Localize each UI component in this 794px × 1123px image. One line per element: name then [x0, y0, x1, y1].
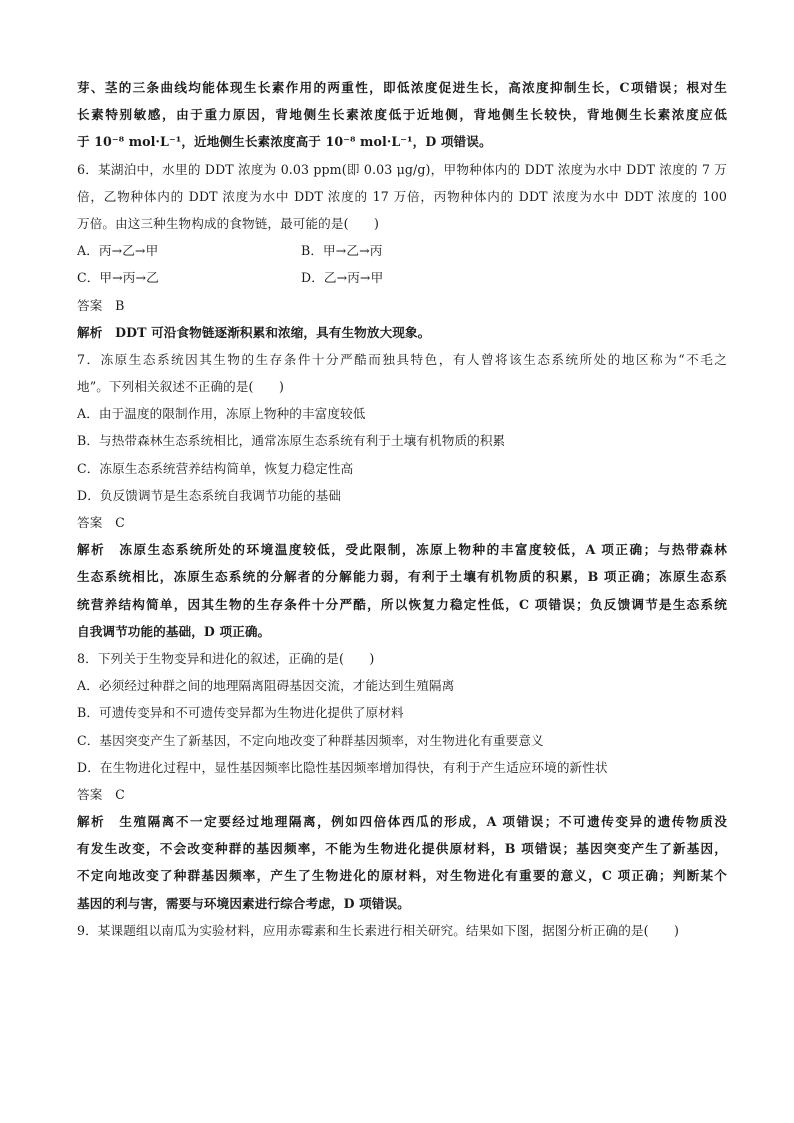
text-line: 基因的利与害，需要与环境因素进行综合考虑，D 项错误。	[77, 895, 410, 911]
answer-option: B．甲→乙→丙	[301, 243, 383, 259]
text-line: 解析 冻原生态系统所处的环境温度较低，受此限制，冻原上物种的丰富度较低，A 项正确；与热带森林	[77, 542, 727, 558]
text-line: 答案 B	[77, 297, 125, 313]
text-line: B．与热带森林生态系统相比，通常冻原生态系统有利于土壤有机物质的积累	[77, 433, 506, 449]
text-line: 解析 生殖隔离不一定要经过地理隔离，例如四倍体西瓜的形成，A 项错误；不可遗传变异的遗传物质没	[77, 814, 727, 830]
text-line: 9．某课题组以南瓜为实验材料，应用赤霉素和生长素进行相关研究。结果如下图，据图分析正确的是( )	[77, 922, 680, 938]
option-row	[77, 264, 727, 291]
text-line: 有发生改变，不会改变种群的基因频率，不能为生物进化提供原材料，B 项错误；基因突变产生了新基因，	[77, 841, 727, 857]
document-page	[77, 74, 727, 944]
text-line: 6．某湖泊中，水里的 DDT 浓度为 0.03 ppm(即 0.03 μg/g)，甲物种体内的 DDT 浓度为水中 DDT 浓度的 7 万	[77, 161, 727, 177]
text-line: 统营养结构简单，因其生物的生存条件十分严酷，所以恢复力稳定性低，C 项错误；负反馈调节是生态系统	[77, 596, 727, 612]
text-line: B．可遗传变异和不可遗传变异都为生物进化提供了原材料	[77, 705, 404, 721]
text-line: 长素特别敏感，由于重力原因，背地侧生长素浓度低于近地侧，背地侧生长较快，背地侧生长素浓度应低	[77, 107, 727, 123]
text-line: A．由于温度的限制作用，冻原上物种的丰富度较低	[77, 406, 366, 422]
text-line: 不定向地改变了种群基因频率，产生了生物进化的原材料，对生物进化有重要的意义，C 项正确；判断某个	[77, 868, 727, 884]
text-line: 万倍。由这三种生物构成的食物链，最可能的是( )	[77, 215, 379, 231]
text-line: A．必须经过种群之间的地理隔离阻碍基因交流，才能达到生殖隔离	[77, 678, 455, 694]
text-line: 8．下列关于生物变异和进化的叙述，正确的是( )	[77, 650, 375, 666]
answer-option: C．甲→丙→乙	[77, 270, 159, 286]
text-line: 倍，乙物种体内的 DDT 浓度为水中 DDT 浓度的 17 万倍，丙物种体内的 DDT 浓度为水中 DDT 浓度的 100	[77, 188, 727, 204]
text-line: 解析 DDT 可沿食物链逐渐积累和浓缩，具有生物放大现象。	[77, 324, 431, 340]
text-line: 7．冻原生态系统因其生物的生存条件十分严酷而独具特色，有人曾将该生态系统所处的地区称为“不毛之	[77, 351, 727, 367]
answer-option: D．乙→丙→甲	[301, 270, 384, 286]
text-line: 答案 C	[77, 786, 125, 802]
text-line: 芽、茎的三条曲线均能体现生长素作用的两重性，即低浓度促进生长，高浓度抑制生长，C项错误；根对生	[77, 80, 727, 95]
text-line: C．冻原生态系统营养结构简单，恢复力稳定性高	[77, 460, 354, 476]
text-line: 于 10⁻⁸ mol·L⁻¹，近地侧生长素浓度高于 10⁻⁸ mol·L⁻¹，D 项错误。	[77, 134, 492, 150]
answer-option: A．丙→乙→甲	[77, 243, 159, 259]
text-line: D．负反馈调节是生态系统自我调节功能的基础	[77, 487, 342, 503]
text-line: 答案 C	[77, 515, 125, 530]
text-line: C．基因突变产生了新基因，不定向地改变了种群基因频率，对生物进化有重要意义	[77, 732, 544, 748]
text-line: 地”。下列相关叙述不正确的是( )	[77, 379, 284, 395]
text-line: D．在生物进化过程中，显性基因频率比隐性基因频率增加得快，有利于产生适应环境的新性状	[77, 759, 608, 775]
text-line: 自我调节功能的基础，D 项正确。	[77, 623, 271, 639]
option-row	[77, 237, 727, 264]
text-line: 生态系统相比，冻原生态系统的分解者的分解能力弱，有利于土壤有机物质的积累，B 项正确；冻原生态系	[77, 569, 727, 585]
